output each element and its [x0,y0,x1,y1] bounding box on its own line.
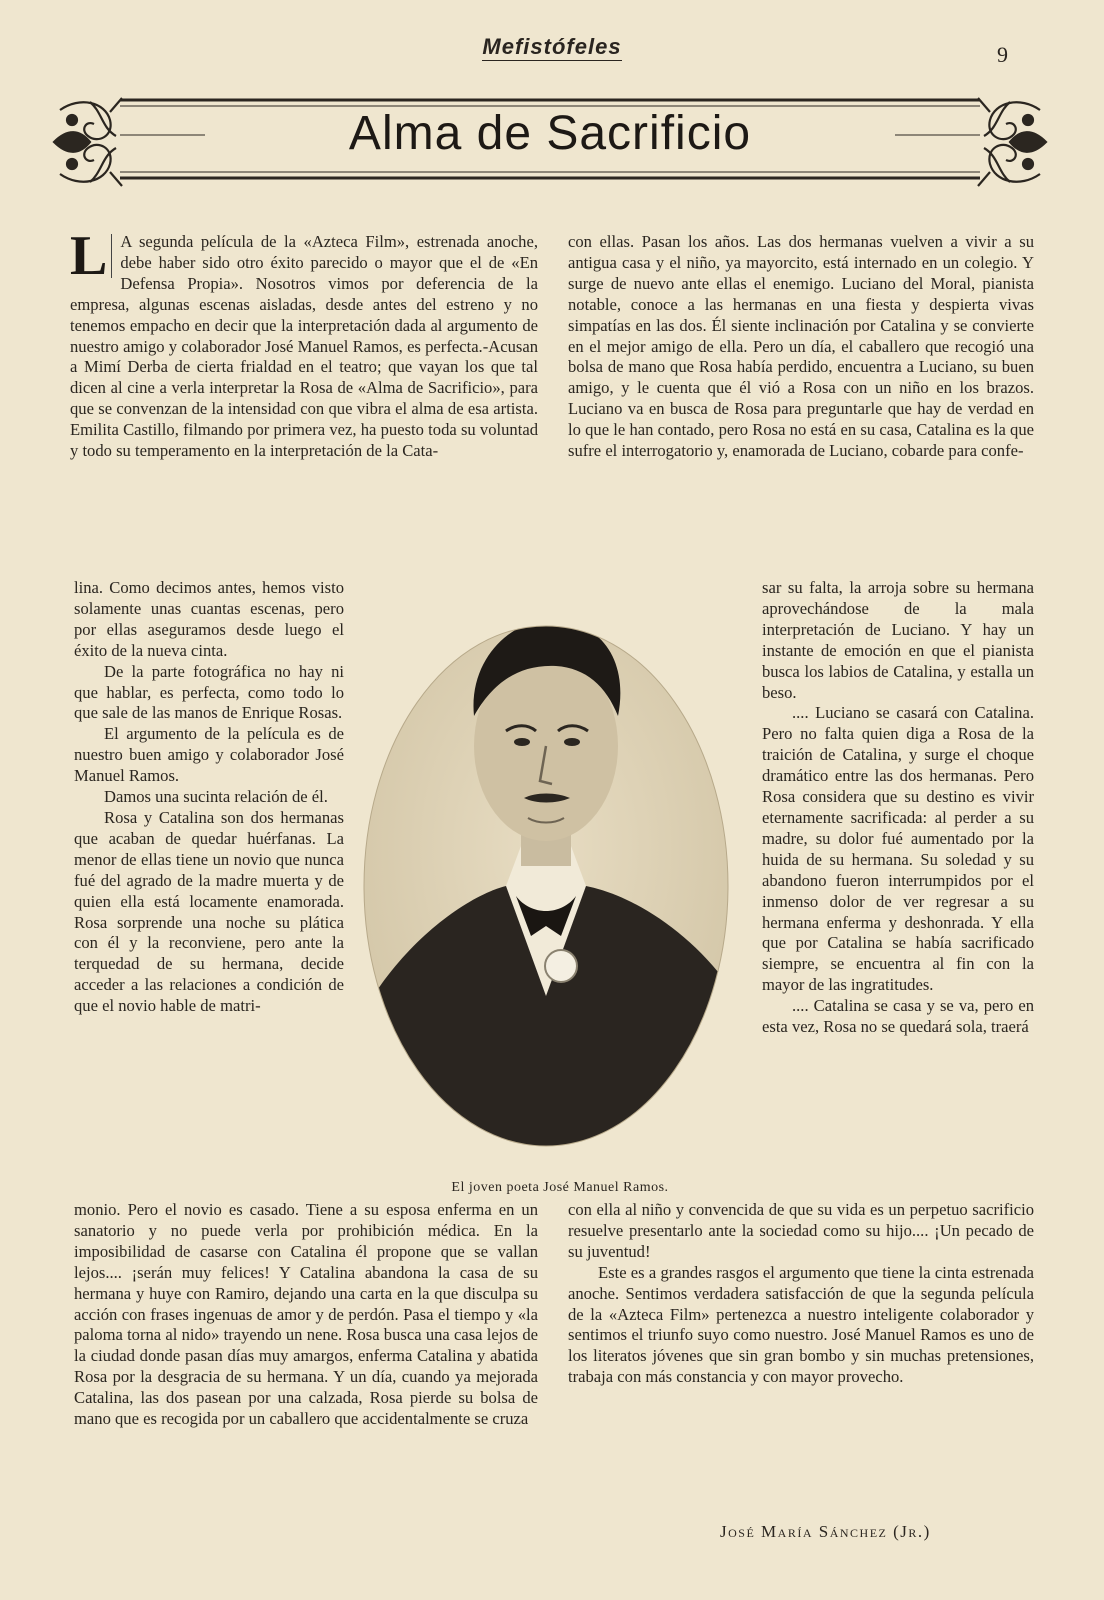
opening-paragraph [70,225,538,462]
portrait-photo [356,596,736,1156]
left-column-middle [74,578,344,1017]
right-column-top [568,232,1034,462]
right-column-bottom [568,1200,1034,1388]
paragraph: Rosa y Catalina son dos hermanas que acaban de quedar huérfanas. La menor de ellas tiene un novio que nunca fué del agrado de la madre muerta y de quien ella está locamente enamorada. Rosa sorprende una noche su plática con él y la reconviene, pero ante la terquedad de su hermana, decide acceder a las relaciones a condición de que el novio hable de matri- [74,807,344,1016]
right-column-middle [762,578,1034,1038]
left-column-bottom [74,1200,538,1430]
title-banner [50,92,1050,200]
article-title: Alma de Sacrificio [348,107,752,160]
paragraph: El argumento de la película es de nuestro buen amigo y colaborador José Manuel Ramos. [74,724,344,786]
paragraph: con ellas. Pasan los años. Las dos hermanas vuelven a vivir a su antigua casa y el niño, ya mayorcito, está internado en un colegio. Y surge de nuevo ante ellas el enemigo. Luciano del Moral, pianista notable, conoce a las hermanas en una fiesta y despierta vivas simpatías en las dos. Él siente inclinación por Catalina y se convierte en el mejor amigo de ella. Pero un día, el caballero que recogió una bolsa de mano que Rosa había perdido, encuentra a Luciano, su buen amigo, y le cuenta que él vió a Rosa con un niño en los brazos. Luciano va en busca de Rosa para preguntarle que hay de verdad en lo que le han contado, pero Rosa no está en su casa, Catalina es la que sufre el interrogatorio y, enamorada de Luciano, cobarde para confe- [568,232,1034,461]
paragraph: .... Catalina se casa y se va, pero en esta vez, Rosa no se quedará sola, traerá [762,996,1034,1037]
paragraph: lina. Como decimos antes, hemos visto solamente unas cuantas escenas, pero por ellas aseguramos desde luego el éxito de la nueva cinta. [74,578,344,660]
author-signature: José María Sánchez (Jr.) [720,1522,931,1541]
paragraph: sar su falta, la arroja sobre su hermana aprovechándose de la mala interpretación de Luciano. Y hay un instante de emoción en que el pianista busca los labios de Catalina, y estalla un beso. [762,578,1034,702]
drop-cap: L [70,234,112,278]
paragraph: .... Luciano se casará con Catalina. Pero no falta quien diga a Rosa de la traición de Catalina, y surge el choque dramático entre las dos hermanas. Pero Rosa considera que su destino es vivir eternamente sacrificada: al perder a su madre, su dolor fué aumentado por la huida de su hermana. Su soledad y su abandono fueron interrumpidos por el inmenso dolor de ver regresar a su hermana enferma y deshonrada. Y ella que por Catalina se había sacrificado siempre, se encuentra al fin con la mayor de las ingratitudes. [762,703,1034,995]
opening-text: A segunda película de la «Azteca Film», estrenada anoche, debe haber sido otro éxito parecido o mayor que el de «En Defensa Propia». Nosotros vimos por deferencia de la empresa, algunas escenas aisladas, desde antes del estreno y no tenemos empacho en decir que la interpretación dada al argumento de nuestro amigo y colaborador José Manuel Ramos, es perfecta.-Acusan a Mimí Derba de cierta frialdad en el teatro; que vayan los que tal dicen al cine a verla interpretar la Rosa de «Alma de Sacrificio», para que se convenzan de la intensidad con que vibra el alma de esa artista. Emilita Castillo, filmando por primera vez, ha puesto toda su voluntad y todo su temperamento en la interpretación de la Cata- [70,232,538,461]
paragraph: Damos una sucinta relación de él. [104,787,328,807]
left-column-top [70,225,538,462]
page-number: 9 [997,42,1008,67]
photo-caption: El joven poeta José Manuel Ramos. [451,1180,669,1195]
paragraph: monio. Pero el novio es casado. Tiene a su esposa enferma en un sanatorio y no puede verla por prohibición médica. En la imposibilidad de casarse con Catalina él propone que se vallan lejos.... ¡serán muy felices! Y Catalina abandona la casa de su hermana y huye con Ramiro, dejando una carta en la que disculpa su acción con frases ingenuas de amor y de perdón. Pasa el tiempo y «la paloma torna al nido» trayendo un nene. Rosa busca una casa lejos de la ciudad donde pasan días muy amargos, enferma Catalina y abatida Rosa por la desgracia de su hermana. Y un día, cuando ya mejorada Catalina, las dos pasean por una calzada, Rosa pierde su bolsa de mano que es recogida por un caballero que accidentalmente se cruza [74,1200,538,1429]
paragraph: con ella al niño y convencida de que su vida es un perpetuo sacrificio resuelve presentarlo ante la sociedad como su hijo.... ¡Un pecado de su juventud! [568,1200,1034,1261]
paragraph: Este es a grandes rasgos el argumento que tiene la cinta estrenada anoche. Sentimos verdadera satisfacción de que la segunda película de la «Azteca Film» pertenezca a nuestro inteligente colaborador y sentimos el triunfo suyo como nuestro. José Manuel Ramos es uno de los literatos jóvenes que sin gran bombo y sin muchas pretensiones, trabaja con más constancia y con mayor provecho. [568,1262,1034,1387]
paragraph: De la parte fotográfica no hay ni que hablar, es perfecta, como todo lo que sale de las manos de Enrique Rosas. [74,661,344,723]
magazine-name: Mefistófeles [482,34,622,59]
